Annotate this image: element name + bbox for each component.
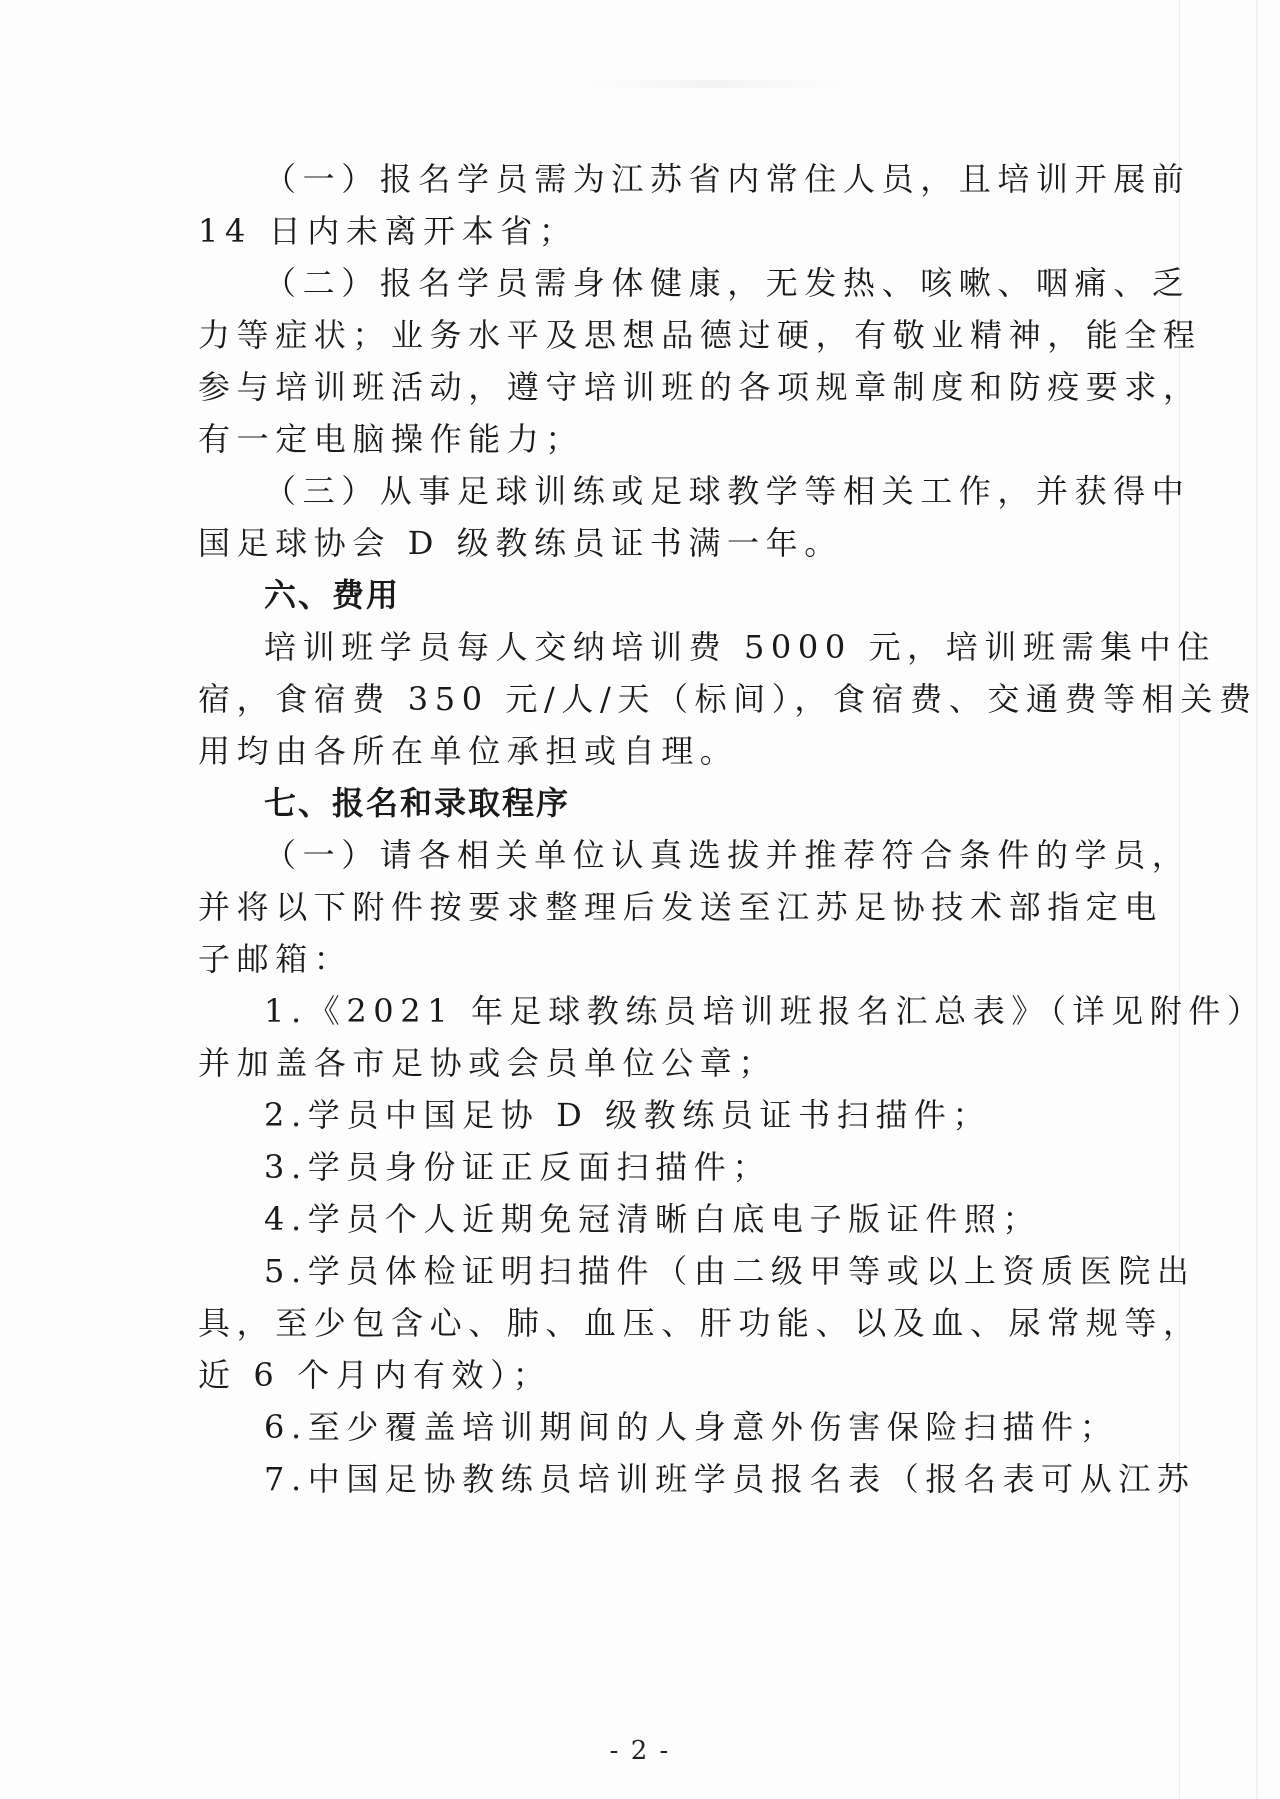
paragraph-line: 力等症状；业务水平及思想品德过硬，有敬业精神，能全程 — [198, 316, 1202, 354]
list-item-line: 近 6 个月内有效）； — [198, 1356, 552, 1394]
paragraph-line: 培训班学员每人交纳培训费 5000 元，培训班需集中住 — [264, 628, 1216, 666]
page-number: - 2 - — [609, 1736, 671, 1766]
paragraph-line: 子邮箱： — [198, 940, 353, 978]
paragraph-line: 宿，食宿费 350 元/人/天（标间），食宿费、交通费等相关费 — [198, 680, 1258, 718]
list-item-line: 2.学员中国足协 D 级教练员证书扫描件； — [264, 1096, 992, 1134]
paragraph-line: （一）请各相关单位认真选拔并推荐符合条件的学员， — [264, 836, 1191, 874]
section-heading-registration: 七、报名和录取程序 — [264, 784, 571, 822]
list-item-line: 1.《2021 年足球教练员培训班报名汇总表》（详见附件） — [264, 992, 1266, 1030]
list-item-line: 7.中国足协教练员培训班学员报名表（报名表可从江苏 — [264, 1460, 1196, 1498]
paragraph-line: （一）报名学员需为江苏省内常住人员，且培训开展前 — [264, 160, 1191, 198]
list-item-line: 4.学员个人近期免冠清晰白底电子版证件照； — [264, 1200, 1042, 1238]
list-item-line: 并加盖各市足协或会员单位公章； — [198, 1044, 778, 1082]
paragraph-line: 有一定电脑操作能力； — [198, 420, 585, 458]
paragraph-line: 用均由各所在单位承担或自理。 — [198, 732, 739, 770]
list-item-line: 5.学员体检证明扫描件（由二级甲等或以上资质医院出 — [264, 1252, 1196, 1290]
paragraph-line: 14 日内未离开本省； — [198, 212, 578, 250]
section-heading-fees: 六、费用 — [264, 576, 401, 614]
paragraph-line: （三）从事足球训练或足球教学等相关工作，并获得中 — [264, 472, 1191, 510]
scan-smudge — [585, 80, 845, 88]
list-item-line: 3.学员身份证正反面扫描件； — [264, 1148, 771, 1186]
paragraph-line: 国足球协会 D 级教练员证书满一年。 — [198, 524, 843, 562]
paragraph-line: （二）报名学员需身体健康，无发热、咳嗽、咽痛、乏 — [264, 264, 1191, 302]
list-item-line: 6.至少覆盖培训期间的人身意外伤害保险扫描件； — [264, 1408, 1119, 1446]
scan-edge-line-outer — [1256, 0, 1258, 1799]
list-item-line: 具，至少包含心、肺、血压、肝功能、以及血、尿常规等， — [198, 1304, 1202, 1342]
paragraph-line: 参与培训班活动，遵守培训班的各项规章制度和防疫要求， — [198, 368, 1202, 406]
paragraph-line: 并将以下附件按要求整理后发送至江苏足协技术部指定电 — [198, 888, 1164, 926]
